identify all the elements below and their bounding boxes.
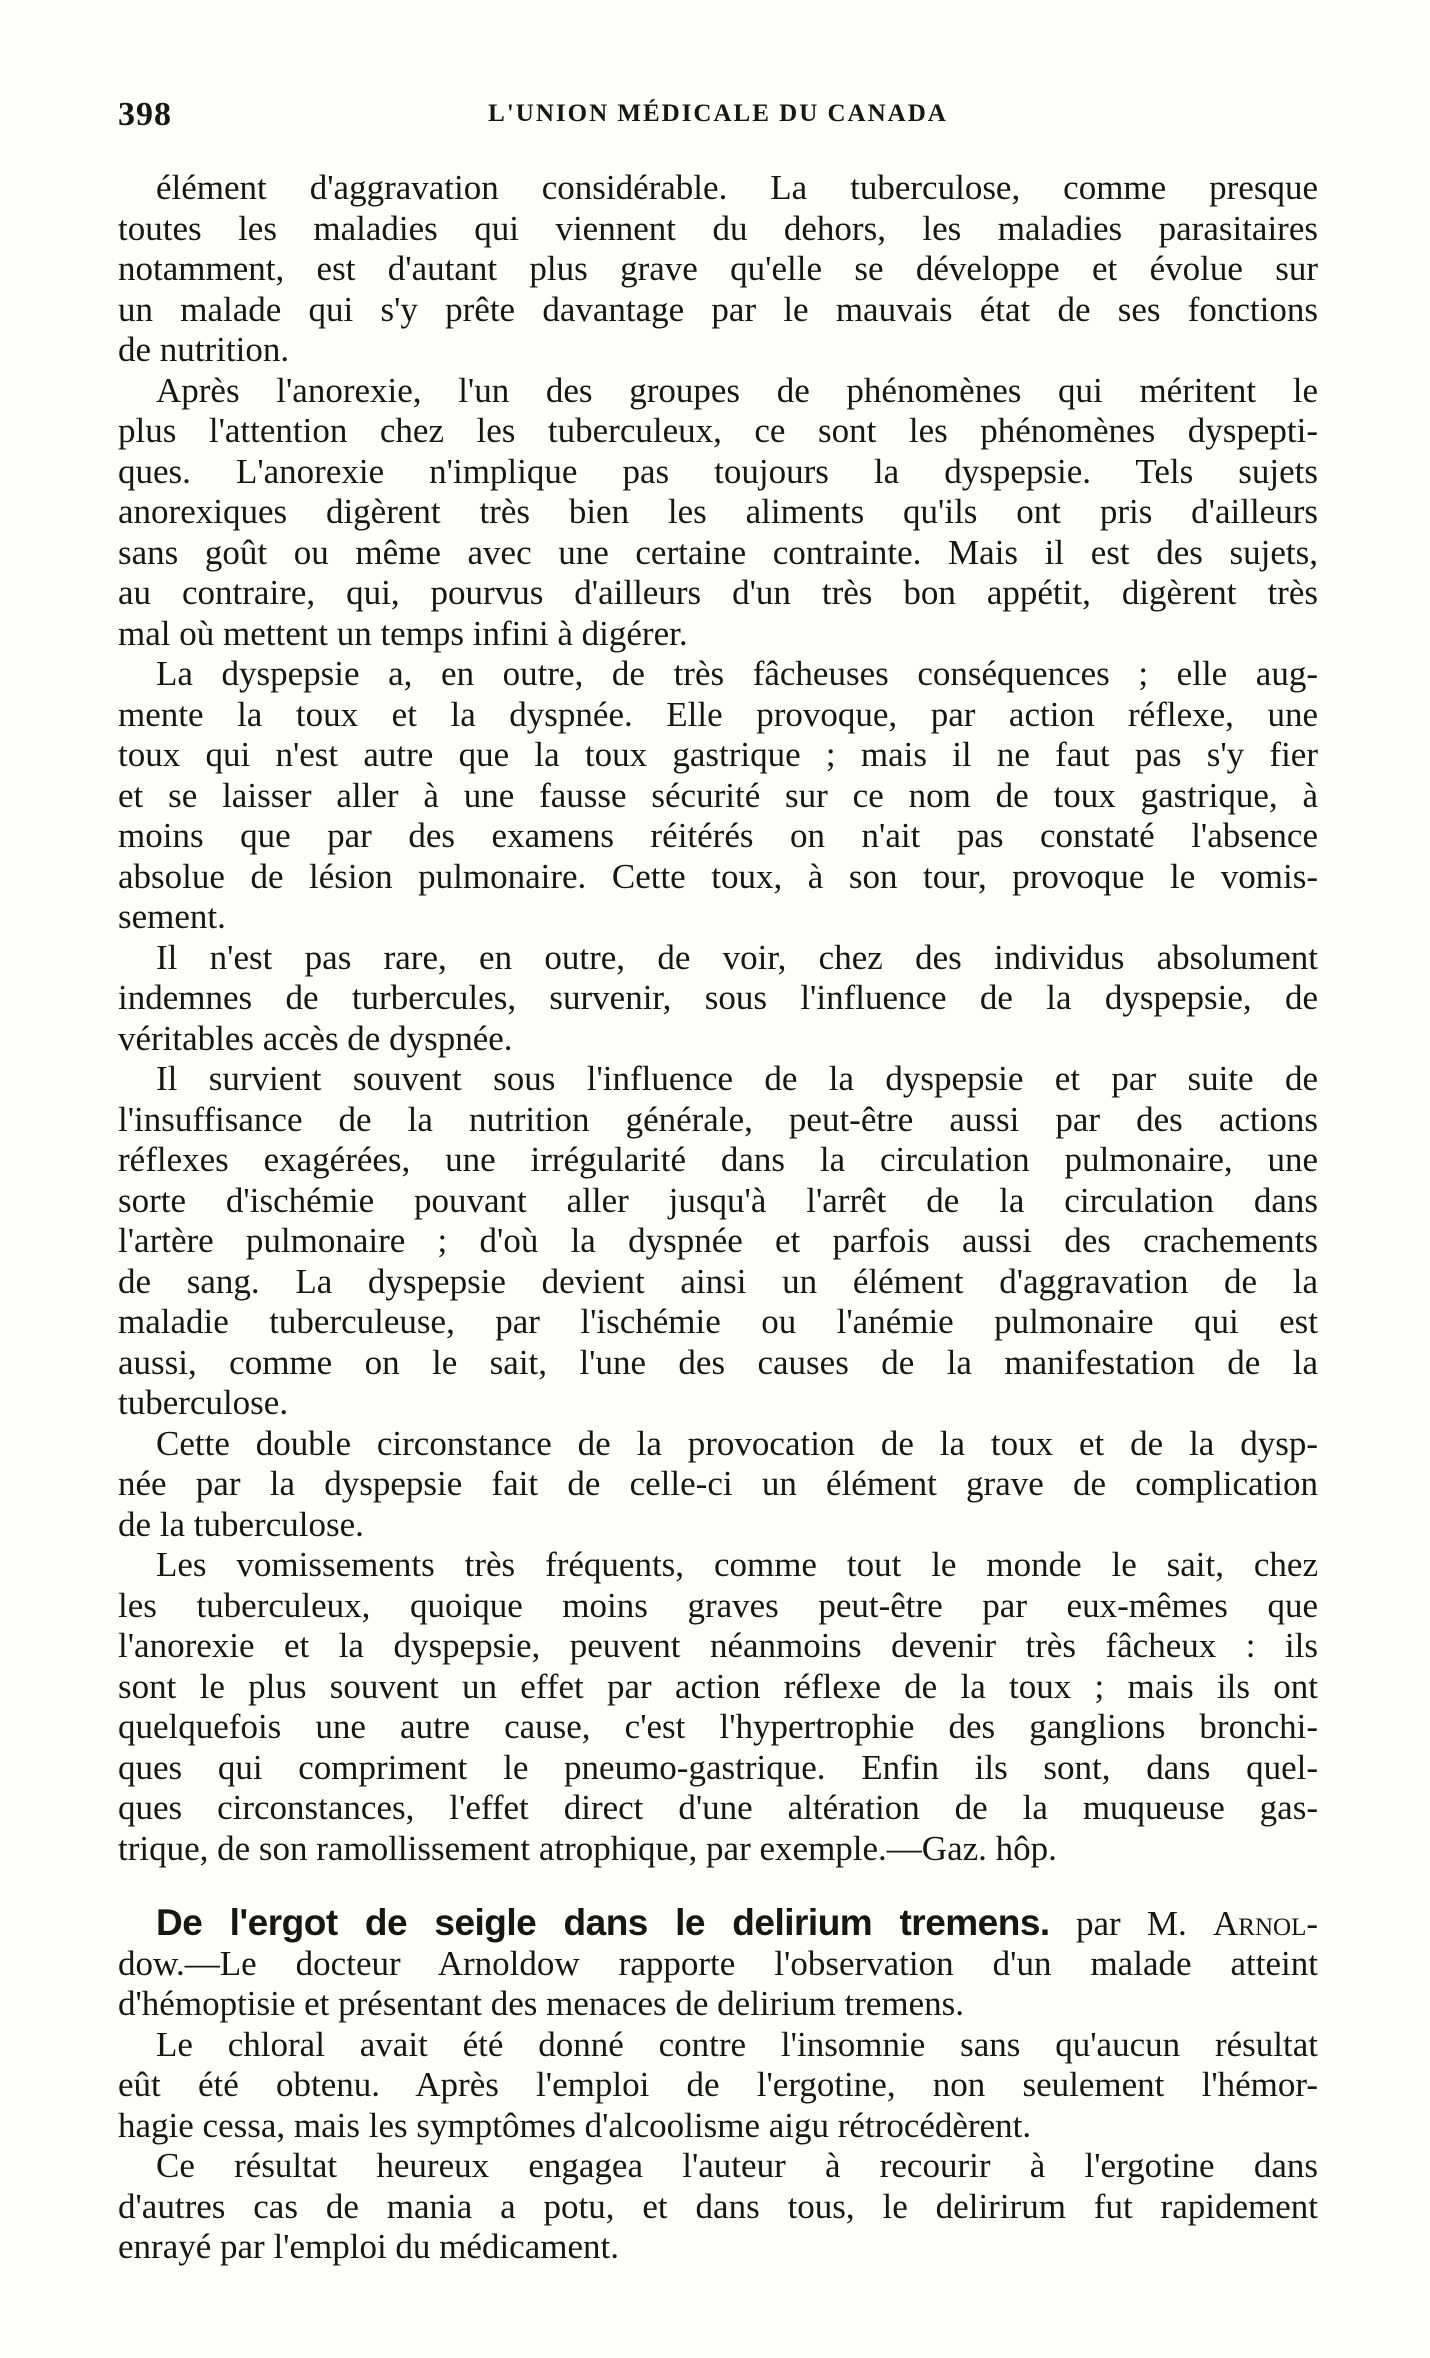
text-line: eût été obtenu. Après l'emploi de l'ergotine, non seulement l'hémor- — [118, 2065, 1318, 2104]
text-line: notamment, est d'autant plus grave qu'elle se développe et évolue sur — [118, 249, 1318, 288]
article-title: De l'ergot de seigle dans le delirium tremens. — [156, 1902, 1050, 1943]
running-title: L'UNION MÉDICALE DU CANADA — [488, 100, 948, 127]
text-line: toutes les maladies qui viennent du dehors, les maladies parasitaires — [118, 208, 1318, 248]
text-line: d'hémoptisie et présentant des menaces de delirium tremens. — [118, 1984, 965, 2023]
text-line: au contraire, qui, pourvus d'ailleurs d'un très bon appétit, digèrent très — [118, 573, 1318, 612]
body-text — [118, 168, 1318, 2268]
article-tuberculosis-dyspepsia — [118, 168, 1318, 1869]
text-line: quelquefois une autre cause, c'est l'hypertrophie des ganglions bronchi- — [118, 1707, 1318, 1746]
text-line: tuberculose. — [118, 1383, 289, 1422]
article-ergot — [118, 1903, 1318, 2268]
text-line: mal où mettent un temps infini à digérer. — [118, 613, 688, 653]
text-line: les tuberculeux, quoique moins graves peut-être par eux-mêmes que — [118, 1585, 1318, 1625]
text-line: sont le plus souvent un effet par action réflexe de la toux ; mais ils ont — [118, 1666, 1318, 1706]
text-line: de nutrition. — [118, 330, 290, 369]
text-line: née par la dyspepsie fait de celle-ci un élément grave de complication — [118, 1464, 1318, 1503]
text-line: ques circonstances, l'effet direct d'une altération de la muqueuse gas- — [118, 1788, 1318, 1827]
text-line: ques. L'anorexie n'implique pas toujours la dyspepsie. Tels sujets — [118, 451, 1318, 491]
text-line: sement. — [118, 897, 226, 936]
paragraph — [118, 371, 1318, 655]
text-line: dow.—Le docteur Arnoldow rapporte l'observation d'un malade atteint — [118, 1943, 1318, 1983]
text-line: de la tuberculose. — [118, 1504, 364, 1544]
paragraph — [118, 1059, 1318, 1424]
paragraph — [118, 938, 1318, 1060]
text-line: Il n'est pas rare, en outre, de voir, chez des individus absolument — [156, 937, 1318, 977]
text-line: Le chloral avait été donné contre l'insomnie sans qu'aucun résultat — [156, 2024, 1318, 2064]
byline: par M. — [1075, 1904, 1187, 1943]
text-line: élément d'aggravation considérable. La tuberculose, comme presque — [156, 168, 1318, 207]
text-line: trique, de son ramollissement atrophique, par exemple.—Gaz. hôp. — [118, 1828, 1057, 1868]
text-line: d'autres cas de mania a potu, et dans tous, le delirirum fut rapidement — [118, 2186, 1318, 2226]
text-line: Cette double circonstance de la provocation de la toux et de la dysp- — [156, 1423, 1318, 1463]
text-line: réflexes exagérées, une irrégularité dans la circulation pulmonaire, une — [118, 1140, 1318, 1179]
page-number: 398 — [118, 96, 172, 133]
page-header — [118, 96, 1318, 136]
paragraph — [118, 1545, 1318, 1869]
text-line: sans goût ou même avec une certaine contrainte. Mais il est des sujets, — [118, 532, 1318, 572]
paragraph — [118, 1424, 1318, 1546]
paragraph — [118, 168, 1318, 371]
text-line: enrayé par l'emploi du médicament. — [118, 2227, 619, 2266]
text-line: Les vomissements très fréquents, comme tout le monde le sait, chez — [156, 1545, 1318, 1584]
text-line: et se laisser aller à une fausse sécurité sur ce nom de toux gastrique, à — [118, 775, 1318, 815]
text-line: absolue de lésion pulmonaire. Cette toux, à son tour, provoque le vomis- — [118, 856, 1318, 896]
text-line: La dyspepsie a, en outre, de très fâcheuses conséquences ; elle aug- — [156, 654, 1318, 693]
text-line: Il survient souvent sous l'influence de la dyspepsie et par suite de — [156, 1059, 1318, 1098]
text-line: indemnes de turbercules, survenir, sous l'influence de la dyspepsie, de — [118, 978, 1318, 1017]
text-line: hagie cessa, mais les symptômes d'alcoolisme aigu rétrocédèrent. — [118, 2105, 1032, 2145]
paragraph — [118, 654, 1318, 938]
text-line: sorte d'ischémie pouvant aller jusqu'à l'arrêt de la circulation dans — [118, 1180, 1318, 1220]
text-line: l'anorexie et la dyspepsie, peuvent néanmoins devenir très fâcheux : ils — [118, 1626, 1318, 1665]
text-line: Après l'anorexie, l'un des groupes de phénomènes qui méritent le — [156, 370, 1318, 410]
text-line: l'artère pulmonaire ; d'où la dyspnée et parfois aussi des crachements — [118, 1221, 1318, 1260]
text-line: Ce résultat heureux engagea l'auteur à recourir à l'ergotine dans — [156, 2146, 1318, 2185]
text-line: maladie tuberculeuse, par l'ischémie ou l'anémie pulmonaire qui est — [118, 1302, 1318, 1341]
article-heading-line — [118, 1903, 1318, 1944]
text-line: anorexiques digèrent très bien les aliments qu'ils ont pris d'ailleurs — [118, 492, 1318, 531]
text-line: un malade qui s'y prête davantage par le mauvais état de ses fonctions — [118, 289, 1318, 329]
article-paragraphs — [118, 2025, 1318, 2268]
text-line: mente la toux et la dyspnée. Elle provoque, par action réflexe, une — [118, 694, 1318, 734]
text-line: plus l'attention chez les tuberculeux, ce sont les phénomènes dyspepti- — [118, 411, 1318, 450]
article-first-paragraph — [118, 1944, 1318, 2025]
paragraph — [118, 2146, 1318, 2268]
text-line: moins que par des examens réitérés on n'ait pas constaté l'absence — [118, 816, 1318, 855]
text-line: l'insuffisance de la nutrition générale, peut-être aussi par des actions — [118, 1099, 1318, 1139]
text-line: toux qui n'est autre que la toux gastrique ; mais il ne faut pas s'y fier — [118, 735, 1318, 774]
paragraph — [118, 2025, 1318, 2147]
text-line: véritables accès de dyspnée. — [118, 1018, 513, 1058]
text-line: aussi, comme on le sait, l'une des causes de la manifestation de la — [118, 1342, 1318, 1382]
author-name-part: Arnol- — [1213, 1904, 1319, 1943]
text-line: de sang. La dyspepsie devient ainsi un élément d'aggravation de la — [118, 1261, 1318, 1301]
text-line: ques qui compriment le pneumo-gastrique. Enfin ils sont, dans quel- — [118, 1747, 1318, 1787]
